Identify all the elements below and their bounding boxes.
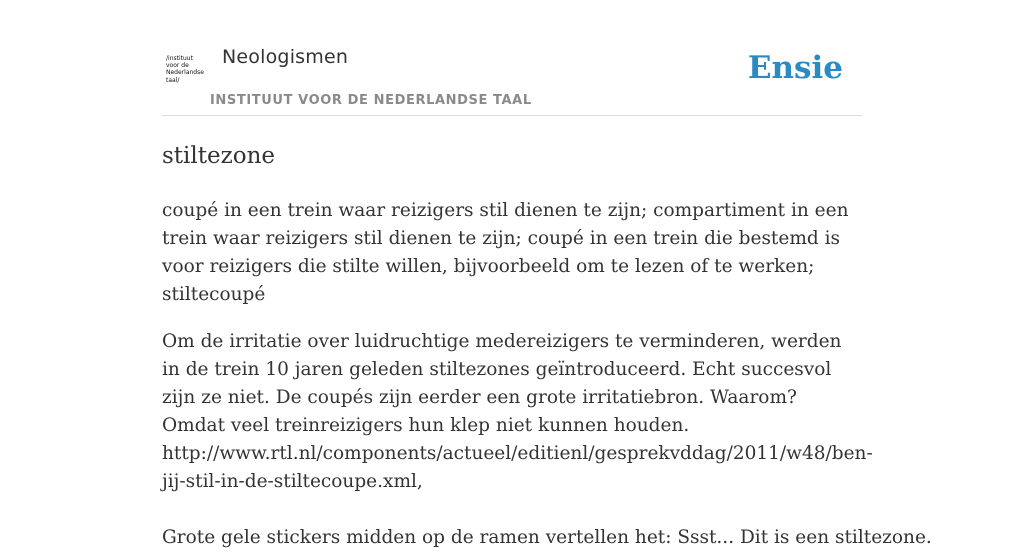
quote-text: Om de irritatie over luidruchtige medereizigers te verminderen, werden in de trein 10 jaren geleden stiltezones geïntroduceerd. Echt succesvol zijn ze niet. De coupés zijn eerder een grote irritatiebron. Waarom? Omdat veel treinreizigers hun klep niet kunnen houden.: [162, 331, 842, 436]
entry-quote: [162, 328, 873, 496]
quote-source-link[interactable]: http://www.rtl.nl/components/actueel/editienl/gesprekvddag/2011/w48/ben-jij-stil-in-de-stiltecoupe.xml: [162, 443, 873, 492]
institute-logo[interactable]: /instituut voor de Nederlandse taal/: [166, 55, 204, 84]
quote-url-suffix: ,: [416, 471, 423, 492]
entry-term: stiltezone: [162, 143, 276, 169]
page-container: [162, 0, 932, 552]
site-header: [162, 0, 862, 116]
site-title[interactable]: Neologismen: [222, 46, 349, 68]
entry-quote-2: Grote gele stickers midden op de ramen vertellen het: Ssst... Dit is een stiltezone.: [162, 527, 932, 548]
entry-definition: coupé in een trein waar reizigers stil dienen te zijn; compartiment in een trein waar reizigers stil dienen te zijn; coupé in een trein die bestemd is voor reizigers die stilte willen, bijvoorbeeld om te lezen of te werken; stiltecoupé: [162, 200, 849, 305]
site-subtitle: INSTITUUT VOOR DE NEDERLANDSE TAAL: [210, 93, 532, 108]
ensie-brand-link[interactable]: Ensie: [747, 50, 843, 86]
